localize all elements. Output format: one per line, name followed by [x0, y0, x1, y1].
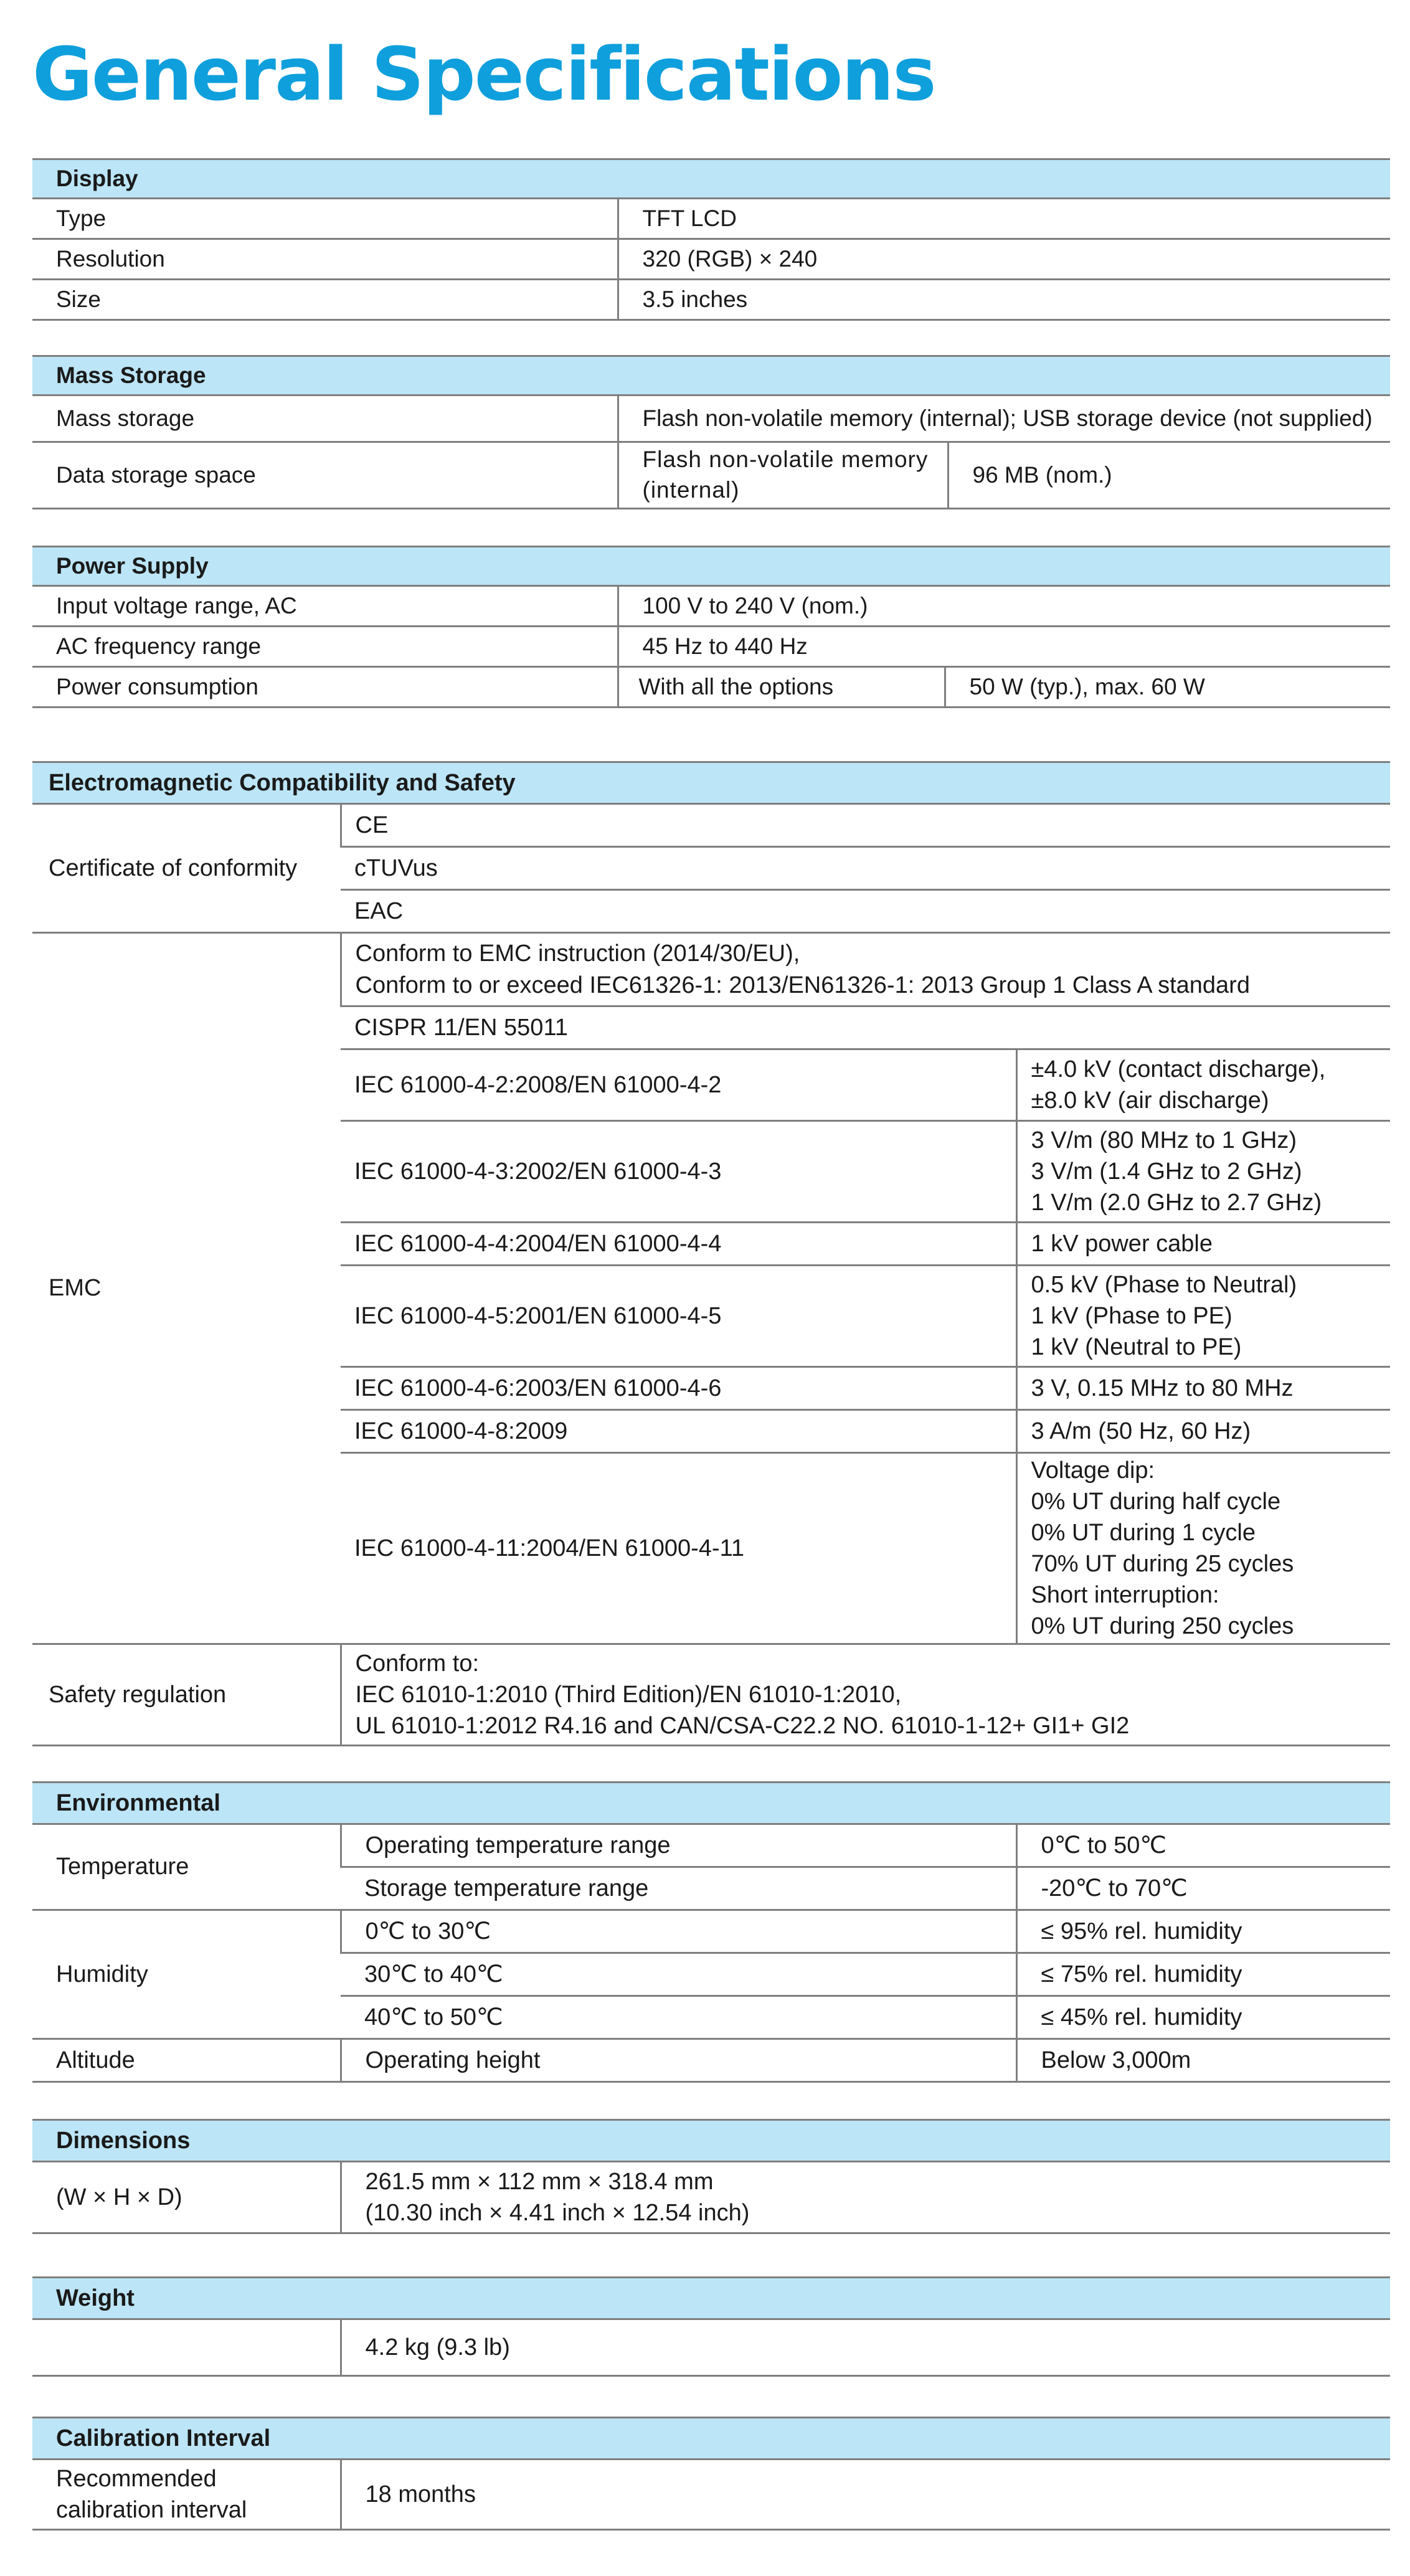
power-supply-table — [32, 546, 1390, 708]
test-line: Short interruption: — [1031, 1582, 1219, 1609]
test-name: IEC 61000-4-8:2009 — [341, 1410, 1016, 1453]
certificate-ctuvus: cTUVus — [341, 847, 1390, 890]
power-consumption-label: Power consumption — [32, 667, 618, 708]
page-title: General Specifications — [32, 31, 935, 117]
test-name: IEC 61000-4-5:2001/EN 61000-4-5 — [341, 1266, 1016, 1367]
humidity-range: 0℃ to 30℃ — [341, 1910, 1016, 1953]
calibration-label-line-2: calibration interval — [56, 2497, 247, 2523]
test-line: 70% UT during 25 cycles — [1031, 1551, 1294, 1577]
data-storage-sub: Flash non-volatile memory (internal) — [618, 442, 948, 509]
safety-value — [341, 1644, 1390, 1746]
calibration-label — [32, 2460, 341, 2530]
test-line: 0% UT during half cycle — [1031, 1488, 1281, 1515]
dimensions-value — [341, 2162, 1390, 2233]
altitude-label: Altitude — [32, 2039, 341, 2082]
environmental-table — [32, 1781, 1390, 2083]
humidity-value: ≤ 95% rel. humidity — [1016, 1910, 1390, 1953]
calibration-table — [32, 2417, 1390, 2531]
calibration-label-line-1: Recommended — [56, 2465, 217, 2492]
humidity-label: Humidity — [32, 1910, 341, 2039]
ac-frequency-value: 45 Hz to 440 Hz — [618, 627, 1390, 667]
power-consumption-value: 50 W (typ.), max. 60 W — [945, 667, 1390, 708]
temperature-label: Temperature — [32, 1824, 341, 1910]
emc-intro-line-1: Conform to EMC instruction (2014/30/EU), — [355, 940, 800, 967]
mass-storage-header: Mass Storage — [32, 356, 1390, 395]
emc-label: EMC — [32, 933, 341, 1644]
test-result — [1016, 1453, 1390, 1644]
test-line: ±8.0 kV (air discharge) — [1031, 1087, 1269, 1114]
safety-label: Safety regulation — [32, 1644, 341, 1746]
altitude-sub: Operating height — [341, 2039, 1016, 2082]
dimensions-imperial: (10.30 inch × 4.41 inch × 12.54 inch) — [365, 2200, 750, 2226]
test-name: IEC 61000-4-2:2008/EN 61000-4-2 — [341, 1049, 1016, 1121]
safety-line: UL 61010-1:2012 R4.16 and CAN/CSA-C22.2 NO. 61010-1-12+ GI1+ GI2 — [355, 1713, 1130, 1740]
display-resolution-label: Resolution — [32, 239, 618, 280]
certificate-ce: CE — [341, 804, 1390, 847]
test-result — [1016, 1266, 1390, 1367]
power-supply-header: Power Supply — [32, 547, 1390, 586]
test-result — [1016, 1049, 1390, 1121]
calibration-value: 18 months — [341, 2460, 1390, 2530]
display-header: Display — [32, 159, 1390, 199]
mass-storage-value: Flash non-volatile memory (internal); USB storage device (not supplied) — [618, 395, 1390, 442]
cispr-standard: CISPR 11/EN 55011 — [341, 1006, 1390, 1049]
humidity-value: ≤ 75% rel. humidity — [1016, 1953, 1390, 1996]
safety-line: Conform to: — [355, 1650, 480, 1677]
humidity-value: ≤ 45% rel. humidity — [1016, 1996, 1390, 2039]
op-temp-label: Operating temperature range — [341, 1824, 1016, 1867]
test-result — [1016, 1121, 1390, 1223]
environmental-header: Environmental — [32, 1783, 1390, 1824]
power-consumption-sub: With all the options — [618, 667, 945, 708]
test-name: IEC 61000-4-4:2004/EN 61000-4-4 — [341, 1223, 1016, 1266]
test-result: 3 A/m (50 Hz, 60 Hz) — [1016, 1410, 1390, 1453]
test-line: 3 V/m (80 MHz to 1 GHz) — [1031, 1127, 1297, 1153]
input-voltage-value: 100 V to 240 V (nom.) — [618, 586, 1390, 627]
mass-storage-table — [32, 355, 1390, 509]
safety-line: IEC 61010-1:2010 (Third Edition)/EN 61010-1:2010, — [355, 1681, 902, 1708]
weight-header: Weight — [32, 2278, 1390, 2319]
display-size-value: 3.5 inches — [618, 280, 1390, 320]
emc-intro — [341, 933, 1390, 1006]
dimensions-label: (W × H × D) — [32, 2162, 341, 2233]
humidity-range: 40℃ to 50℃ — [341, 1996, 1016, 2039]
test-name: IEC 61000-4-11:2004/EN 61000-4-11 — [341, 1453, 1016, 1644]
calibration-header: Calibration Interval — [32, 2418, 1390, 2460]
test-line: 3 V/m (1.4 GHz to 2 GHz) — [1031, 1158, 1302, 1185]
certificate-eac: EAC — [341, 890, 1390, 933]
humidity-range: 30℃ to 40℃ — [341, 1953, 1016, 1996]
test-line: 0% UT during 250 cycles — [1031, 1613, 1294, 1640]
dimensions-metric: 261.5 mm × 112 mm × 318.4 mm — [365, 2168, 714, 2195]
st-temp-value: -20℃ to 70℃ — [1016, 1867, 1390, 1910]
certificate-label: Certificate of conformity — [32, 804, 341, 933]
dimensions-header: Dimensions — [32, 2120, 1390, 2162]
display-table — [32, 158, 1390, 321]
data-storage-value: 96 MB (nom.) — [948, 442, 1390, 509]
emc-intro-line-2: Conform to or exceed IEC61326-1: 2013/EN61326-1: 2013 Group 1 Class A standard — [355, 972, 1250, 998]
input-voltage-label: Input voltage range, AC — [32, 586, 618, 627]
mass-storage-label: Mass storage — [32, 395, 618, 442]
display-type-label: Type — [32, 199, 618, 239]
test-line: ±4.0 kV (contact discharge), — [1031, 1056, 1326, 1082]
test-line: 1 V/m (2.0 GHz to 2.7 GHz) — [1031, 1190, 1322, 1216]
emc-safety-table — [32, 761, 1390, 1746]
ac-frequency-label: AC frequency range — [32, 627, 618, 667]
test-result: 1 kV power cable — [1016, 1223, 1390, 1266]
test-line: 0% UT during 1 cycle — [1031, 1519, 1256, 1546]
st-temp-label: Storage temperature range — [341, 1867, 1016, 1910]
op-temp-value: 0℃ to 50℃ — [1016, 1824, 1390, 1867]
test-line: Voltage dip: — [1031, 1457, 1155, 1484]
weight-label — [32, 2319, 341, 2376]
weight-table — [32, 2276, 1390, 2377]
test-result: 3 V, 0.15 MHz to 80 MHz — [1016, 1367, 1390, 1410]
test-line: 0.5 kV (Phase to Neutral) — [1031, 1271, 1297, 1298]
test-line: 1 kV (Neutral to PE) — [1031, 1334, 1242, 1361]
altitude-value: Below 3,000m — [1016, 2039, 1390, 2082]
dimensions-table — [32, 2119, 1390, 2234]
test-name: IEC 61000-4-3:2002/EN 61000-4-3 — [341, 1121, 1016, 1223]
display-type-value: TFT LCD — [618, 199, 1390, 239]
test-line: 1 kV (Phase to PE) — [1031, 1302, 1233, 1329]
data-storage-label: Data storage space — [32, 442, 618, 509]
display-size-label: Size — [32, 280, 618, 320]
display-resolution-value: 320 (RGB) × 240 — [618, 239, 1390, 280]
test-name: IEC 61000-4-6:2003/EN 61000-4-6 — [341, 1367, 1016, 1410]
weight-value: 4.2 kg (9.3 lb) — [341, 2319, 1390, 2376]
emc-safety-header: Electromagnetic Compatibility and Safety — [32, 762, 1390, 804]
